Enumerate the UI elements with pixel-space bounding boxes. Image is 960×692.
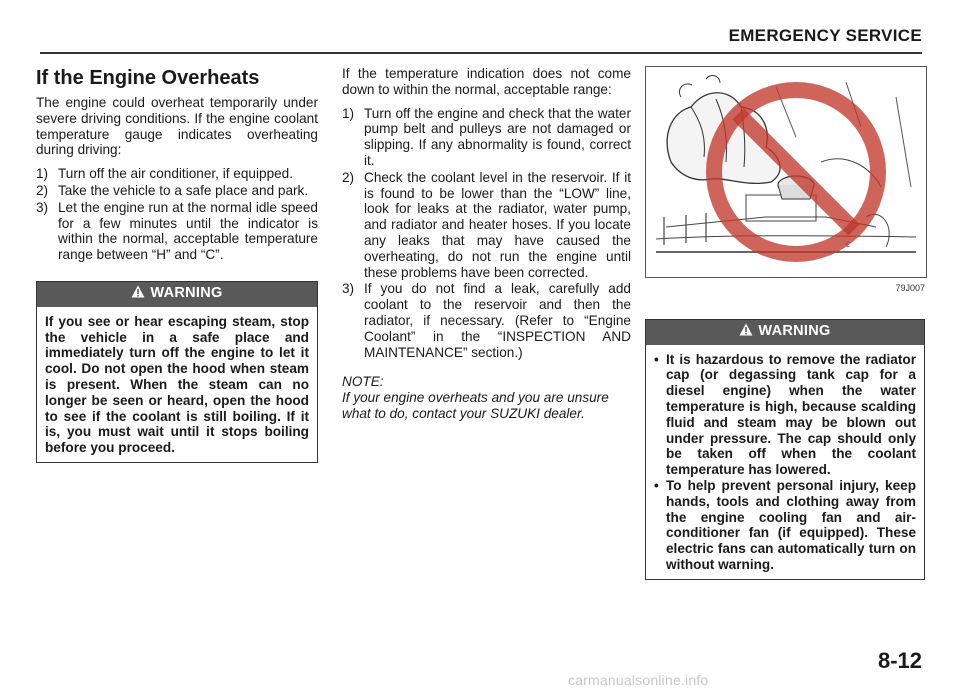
list-item bbox=[36, 166, 318, 182]
bullet-icon: • bbox=[654, 477, 659, 493]
intro-paragraph: The engine could overheat temporarily under severe driving conditions. If the engine coolant temperature gauge indicates overheating during driving: bbox=[36, 95, 318, 158]
warning-label: WARNING bbox=[758, 322, 831, 339]
warning-box-radiator-cap bbox=[645, 319, 925, 580]
list-item bbox=[342, 170, 631, 281]
step-number: 1) bbox=[342, 105, 355, 121]
figure-code: 79J007 bbox=[895, 283, 925, 293]
middle-intro-paragraph: If the temperature indication does not come down to within the normal, acceptable range: bbox=[342, 66, 631, 97]
warning-header bbox=[37, 282, 317, 307]
right-column bbox=[645, 58, 925, 580]
step-text: Let the engine run at the normal idle speed for a few minutes until the indicator is within the normal, acceptable temperature range between “H” and “C”. bbox=[58, 199, 318, 263]
step-text: Take the vehicle to a safe place and park. bbox=[58, 182, 309, 198]
note-text: If your engine overheats and you are unsure what to do, contact your SUZUKI dealer. bbox=[342, 390, 609, 421]
warning-bullet-list bbox=[654, 352, 916, 573]
list-item bbox=[342, 106, 631, 169]
steps-list-middle bbox=[342, 106, 631, 361]
steps-list-left bbox=[36, 166, 318, 263]
middle-column bbox=[342, 66, 631, 422]
section-title: If the Engine Overheats bbox=[36, 67, 260, 89]
page-number: 8-12 bbox=[877, 648, 922, 673]
step-number: 2) bbox=[36, 182, 49, 198]
warning-item-text: To help prevent personal injury, keep hands, tools and clothing away from the engine cooling fan and air-conditioner fan (if equipped). These electric fans can automatically turn on without warning. bbox=[666, 477, 916, 572]
left-column bbox=[36, 66, 318, 463]
warning-item-text: It is hazardous to remove the radiator cap (or degassing tank cap for a diesel engine) when the water temperature is high, because scalding fluid and steam may be blown out under pressure. The cap should only be taken off when the coolant temperature has lowered. bbox=[666, 351, 916, 478]
step-text: Turn off the engine and check that the water pump belt and pulleys are not damaged or slipping. If any abnormality is found, correct it. bbox=[364, 105, 631, 168]
warning-triangle-icon bbox=[739, 323, 753, 341]
step-number: 3) bbox=[342, 281, 355, 297]
step-text: Turn off the air conditioner, if equipped. bbox=[58, 166, 294, 182]
list-item bbox=[654, 478, 916, 573]
list-item bbox=[654, 352, 916, 478]
step-text: Check the coolant level in the reservoir. If it is found to be lower than the “LOW” line, look for leaks at the radiator, water pump, and radiator and heater hoses. If you locate any leaks that may have caused the overheating, do not run the engine until these problems have been corrected. bbox=[364, 169, 631, 280]
list-item bbox=[36, 200, 318, 263]
warning-header bbox=[646, 320, 924, 345]
note-label: NOTE: bbox=[342, 374, 384, 390]
svg-text:c: c bbox=[846, 239, 851, 250]
list-item bbox=[36, 183, 318, 199]
warning-text: If you see or hear escaping steam, stop the vehicle in a safe place and immediately turn off the engine to let it cool. Do not open the hood when steam is present. When the steam can no longer be seen or heard, open the hood to see if the coolant is still boiling. If it is, you must wait until it stops boiling before you proceed. bbox=[45, 313, 309, 456]
no-radiator-cap-prohibition-icon bbox=[646, 67, 926, 277]
list-item bbox=[342, 281, 631, 360]
step-number: 2) bbox=[342, 169, 355, 185]
warning-body bbox=[646, 345, 924, 579]
warning-box-steam bbox=[36, 281, 318, 463]
section-header-title: EMERGENCY SERVICE bbox=[728, 26, 922, 45]
warning-label: WARNING bbox=[150, 284, 223, 301]
header-divider bbox=[40, 52, 922, 54]
warning-triangle-icon bbox=[131, 285, 145, 303]
step-number: 1) bbox=[36, 166, 49, 182]
watermark: carmanualsonline.info bbox=[568, 672, 709, 688]
bullet-icon: • bbox=[654, 351, 659, 367]
step-number: 3) bbox=[36, 199, 49, 215]
step-text: If you do not find a leak, carefully add coolant to the reservoir and then the radiator, if necessary. (Refer to “Engine Coolant” in the “INSPECTION AND MAINTENANCE” section.) bbox=[364, 281, 631, 360]
prohibition-illustration bbox=[645, 66, 927, 278]
warning-body bbox=[37, 307, 317, 462]
